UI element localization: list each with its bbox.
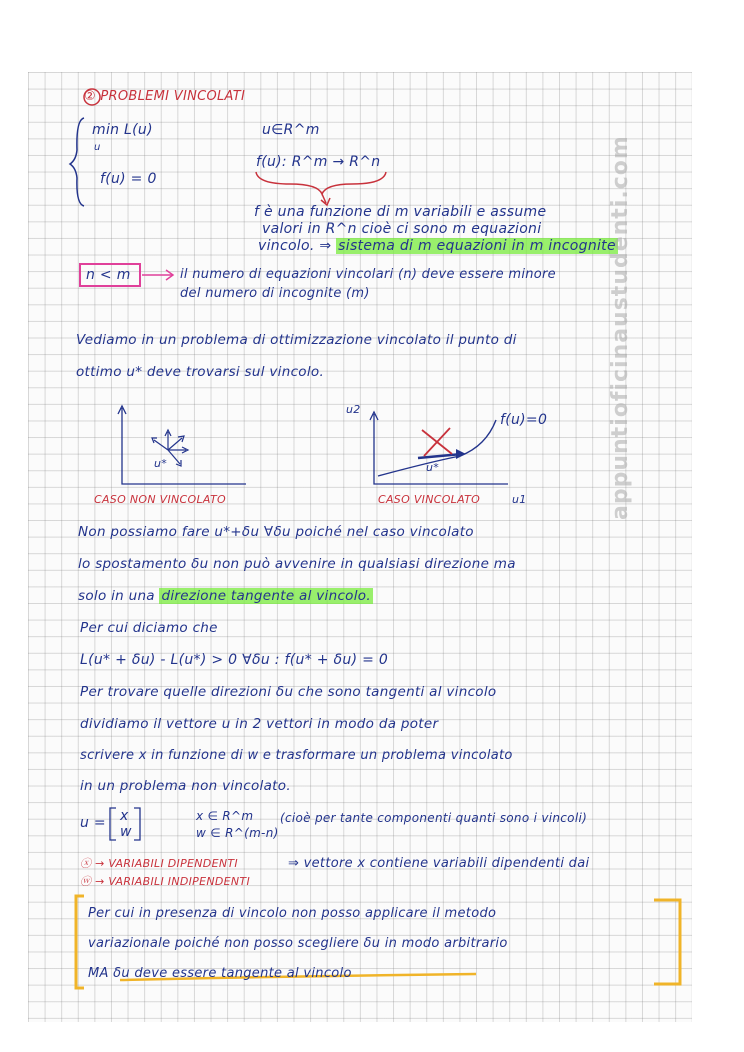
- left-diagram-caption: CASO NON VINCOLATO: [94, 493, 226, 506]
- watermark: appuntioficinaustudenti.com: [608, 135, 633, 520]
- dependent-variables-note: ⇒ vettore x contiene variabili dipendenti dai: [288, 856, 590, 871]
- domain-def: u∈R^m: [262, 122, 320, 138]
- para5-line5: scrivere x in funzione di w e trasformare un problema vincolato: [80, 748, 513, 763]
- right-diagram-y-label: u2: [346, 403, 361, 416]
- summary-line1: Per cui in presenza di vincolo non posso applicare il metodo: [88, 906, 497, 921]
- left-diagram-point: u*: [154, 457, 168, 470]
- para4-line3-text: solo in una: [78, 588, 155, 604]
- mapping-brace: [256, 172, 386, 194]
- para5-line2: L(u* + δu) - L(u*) > 0 ∀δu : f(u* + δu) = 0: [80, 652, 389, 668]
- vector-note: (cioè per tante componenti quanti sono i vincoli): [280, 811, 588, 825]
- independent-variables-label: ⓦ → VARIABILI INDIPENDENTI: [80, 875, 250, 888]
- para1-highlight: sistema di m equazioni in m incognite: [338, 238, 616, 254]
- para2-line1: il numero di equazioni vincolari (n) deve essere minore: [180, 267, 556, 282]
- para1-line3-text: vincolo. ⇒: [258, 238, 332, 254]
- forbidden-direction-x: [422, 428, 452, 456]
- para5-line1: Per cui diciamo che: [80, 620, 218, 636]
- vector-lhs: u =: [80, 815, 106, 831]
- summary-line3: MA δu deve essere tangente al vincolo: [88, 966, 352, 981]
- para3-line2: ottimo u* deve trovarsi sul vincolo.: [76, 364, 325, 380]
- para4-line3: [78, 588, 373, 604]
- para4-line1: Non possiamo fare u*+δu ∀δu poiché nel caso vincolato: [78, 524, 474, 540]
- objective-line: min L(u): [92, 122, 153, 138]
- para4-line2: lo spostamento δu non può avvenire in qualsiasi direzione ma: [78, 556, 516, 572]
- para1-line2: valori in R^n cioè ci sono m equazioni: [262, 221, 542, 237]
- x-domain: x ∈ R^m: [196, 809, 254, 823]
- para3-line1: Vediamo in un problema di ottimizzazione vincolato il punto di: [76, 332, 517, 348]
- right-diagram-x-label: u1: [512, 493, 527, 506]
- para2-line2: del numero di incognite (m): [180, 286, 370, 301]
- summary-box-left: [76, 896, 84, 988]
- para5-line6: in un problema non vincolato.: [80, 778, 291, 794]
- vector-entry-x: x: [120, 808, 129, 824]
- section-title: ② PROBLEMI VINCOLATI: [84, 89, 246, 104]
- vector-entry-w: w: [120, 824, 132, 840]
- right-diagram-caption: CASO VINCOLATO: [378, 493, 481, 506]
- para5-line3: Per trovare quelle direzioni δu che sono tangenti al vincolo: [80, 684, 497, 700]
- para1-line1: f è una funzione di m variabili e assume: [254, 204, 547, 220]
- dependent-variables-label: ⓧ → VARIABILI DIPENDENTI: [80, 857, 238, 870]
- constraint-line: f(u) = 0: [100, 171, 157, 187]
- para5-line4: dividiamo il vettore u in 2 vettori in modo da poter: [80, 716, 439, 732]
- w-domain: w ∈ R^(m-n): [196, 826, 279, 840]
- summary-line2: variazionale poiché non posso scegliere δu in modo arbitrario: [88, 936, 508, 951]
- summary-box-right: [654, 900, 680, 984]
- left-diagram-axes: [122, 408, 246, 484]
- condition-box-text: n < m: [86, 267, 131, 283]
- objective-subscript: u: [94, 142, 101, 153]
- right-diagram-curve-label: f(u)=0: [500, 412, 548, 428]
- para4-highlight: direzione tangente al vincolo.: [161, 588, 371, 604]
- para1-line3: [258, 238, 618, 254]
- system-brace: [70, 118, 84, 206]
- right-diagram-axes: [374, 414, 508, 484]
- right-diagram-point: u*: [426, 461, 440, 474]
- mapping-def: f(u): R^m → R^n: [256, 154, 381, 170]
